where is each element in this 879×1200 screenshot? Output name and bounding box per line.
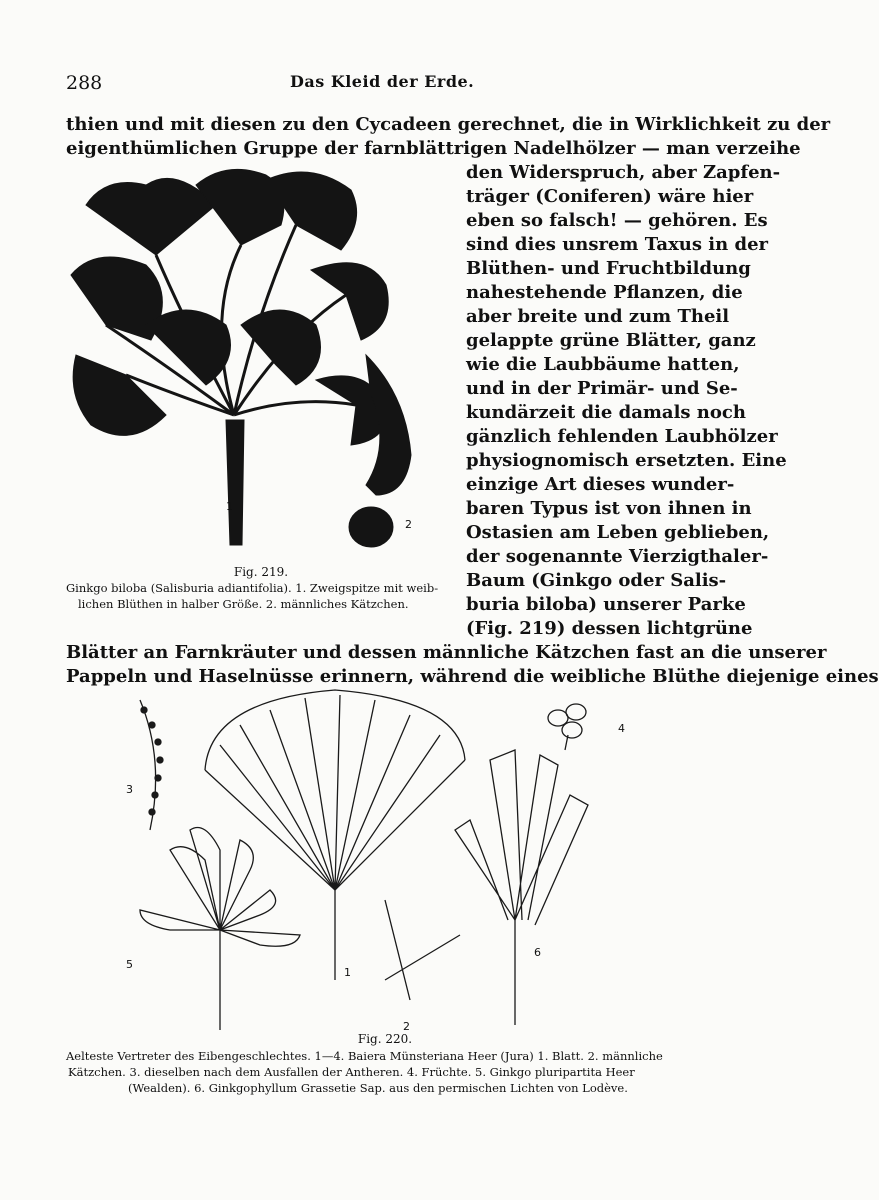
fig220-caption-line-1: Aelteste Vertreter des Eibengeschlechtes. 1—4. Baiera Münsteriana Heer (Jura) 1. Blatt. 2. männliche bbox=[66, 1049, 663, 1063]
column-line-15: baren Typus ist von ihnen in bbox=[466, 498, 752, 519]
column-line-20: (Fig. 219) dessen lichtgrüne bbox=[466, 618, 753, 639]
fig220-caption-line-2: Kätzchen. 3. dieselben nach dem Ausfallen der Antheren. 4. Früchte. 5. Ginkgo pluripartita Heer bbox=[68, 1065, 635, 1079]
fig219-caption-line-1: Ginkgo biloba (Salisburia adiantifolia). 1. Zweigspitze mit weib- bbox=[66, 581, 439, 595]
column-line-4: sind dies unsrem Taxus in der bbox=[466, 234, 769, 255]
fig220-number-1: 1 bbox=[344, 966, 351, 979]
column-line-9: wie die Laubbäume hatten, bbox=[466, 354, 740, 375]
column-line-19: buria biloba) unserer Parke bbox=[466, 594, 746, 615]
column-line-13: physiognomisch ersetzten. Eine bbox=[466, 450, 787, 471]
fig219-caption-line-2: lichen Blüthen in halber Größe. 2. männliches Kätzchen. bbox=[78, 597, 409, 611]
column-line-5: Blüthen- und Fruchtbildung bbox=[466, 258, 751, 279]
column-line-18: Baum (Ginkgo oder Salis- bbox=[466, 570, 727, 591]
column-line-16: Ostasien am Leben geblieben, bbox=[466, 522, 770, 543]
body-line-3: Blätter an Farnkräuter und dessen männliche Kätzchen fast an die unserer bbox=[66, 642, 827, 663]
fig220-caption-line-3: (Wealden). 6. Ginkgophyllum Grassetie Sap. aus den permischen Lichten von Lodève. bbox=[128, 1081, 628, 1095]
running-title: Das Kleid der Erde. bbox=[290, 72, 475, 91]
fig220-number-2: 2 bbox=[403, 1020, 410, 1033]
fig220-label: Fig. 220. bbox=[357, 1032, 413, 1046]
column-line-10: und in der Primär- und Se- bbox=[466, 378, 738, 399]
column-line-2: träger (Coniferen) wäre hier bbox=[466, 186, 754, 207]
fig219-number-1: 1 bbox=[226, 500, 233, 513]
fig219-label: Fig. 219. bbox=[233, 565, 289, 579]
column-line-1: den Widerspruch, aber Zapfen- bbox=[466, 162, 781, 183]
column-line-17: der sogenannte Vierzigthaler- bbox=[466, 546, 769, 567]
column-line-11: kundärzeit die damals noch bbox=[466, 402, 746, 423]
column-line-3: eben so falsch! — gehören. Es bbox=[466, 210, 768, 231]
body-line-2: eigenthümlichen Gruppe der farnblättrigen Nadelhölzer — man verzeihe bbox=[66, 138, 801, 159]
column-line-12: gänzlich fehlenden Laubhölzer bbox=[466, 426, 778, 447]
fig219-number-2: 2 bbox=[405, 518, 412, 531]
body-line-4: Pappeln und Haselnüsse erinnern, während die weibliche Blüthe diejenige eines bbox=[66, 666, 879, 687]
ginkgo-branch-illustration bbox=[66, 165, 456, 565]
body-line-1: thien und mit diesen zu den Cycadeen gerechnet, die in Wirklichkeit zu der bbox=[66, 114, 831, 135]
fossil-leaves-illustration bbox=[110, 690, 630, 1030]
column-line-7: aber breite und zum Theil bbox=[466, 306, 730, 327]
fig220-number-6: 6 bbox=[534, 946, 541, 959]
column-line-14: einzige Art dieses wunder- bbox=[466, 474, 735, 495]
fig220-number-4: 4 bbox=[618, 722, 625, 735]
page-number: 288 bbox=[66, 72, 103, 94]
fig220-number-3: 3 bbox=[126, 783, 133, 796]
column-line-6: nahestehende Pflanzen, die bbox=[466, 282, 743, 303]
column-line-8: gelappte grüne Blätter, ganz bbox=[466, 330, 756, 351]
fig220-number-5: 5 bbox=[126, 958, 133, 971]
